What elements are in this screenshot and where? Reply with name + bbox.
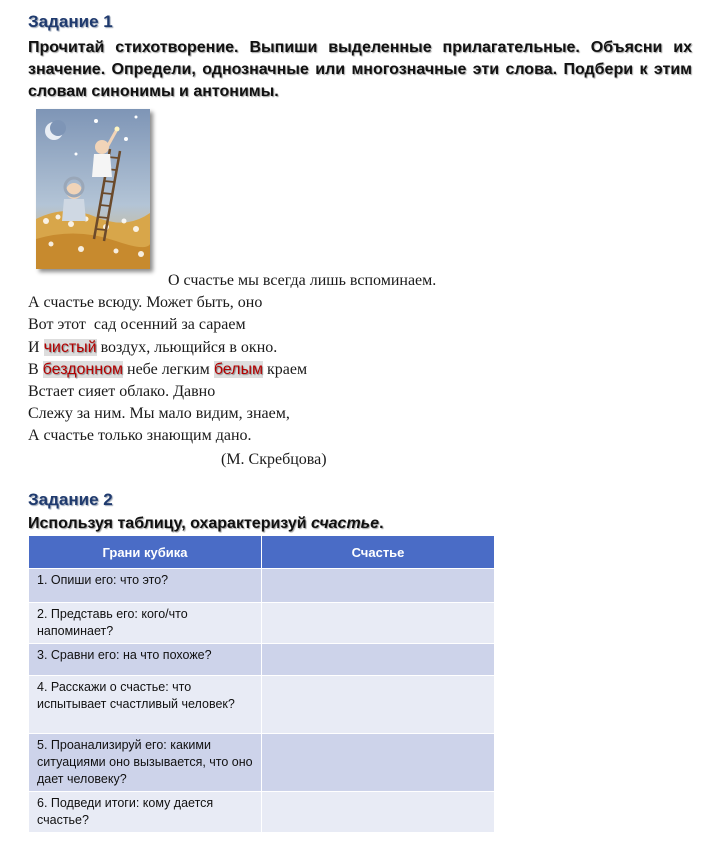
- table-row: [29, 603, 495, 644]
- table-cell-question: 6. Подведи итоги: кому дается счастье?: [29, 792, 262, 833]
- table-cell-answer: [262, 569, 495, 603]
- highlighted-adjective: чистый: [43, 339, 97, 356]
- table-cell-question: 2. Представь его: кого/что напоминает?: [29, 603, 262, 644]
- table-cell-question: 5. Проанализируй его: какими ситуациями оно вызывается, что оно дает человеку?: [29, 734, 262, 792]
- table-cell-answer: [262, 644, 495, 676]
- instruction-text: Используя таблицу, охарактеризуй: [28, 515, 312, 532]
- instruction-emphasis: счастье: [311, 515, 380, 532]
- table-row: [29, 734, 495, 792]
- poem-text: небе легким: [123, 361, 214, 378]
- table-header: Счастье: [262, 536, 495, 569]
- table-header: Грани кубика: [29, 536, 262, 569]
- table-cell-question: 4. Расскажи о счастье: что испытывает счастливый человек?: [29, 676, 262, 734]
- table-cell-answer: [262, 734, 495, 792]
- poem-text: воздух, льющийся в окно.: [96, 339, 278, 356]
- task1-title: Задание 1: [28, 12, 113, 31]
- highlighted-adjective: белым: [213, 361, 263, 378]
- poem-line: Встает сияет облако. Давно: [28, 383, 216, 400]
- characterization-table: [28, 535, 495, 833]
- poem-text: И: [28, 339, 44, 356]
- task2-title: Задание 2: [28, 490, 113, 509]
- table-row: [29, 792, 495, 833]
- poem-author: (М. Скребцова): [221, 451, 327, 468]
- instruction-text: .: [379, 515, 384, 532]
- poem-line: Слежу за ним. Мы мало видим, знаем,: [28, 405, 290, 422]
- poem-line: [28, 337, 277, 359]
- poem-line: А счастье всюду. Может быть, оно: [28, 294, 263, 311]
- table-cell-answer: [262, 676, 495, 734]
- poem-line: [28, 359, 307, 381]
- task2-instruction: [28, 513, 692, 535]
- table-cell-answer: [262, 792, 495, 833]
- table-row: [29, 569, 495, 603]
- table-cell-question: 1. Опиши его: что это?: [29, 569, 262, 603]
- table-row: [29, 644, 495, 676]
- table-row: [29, 676, 495, 734]
- task1-instruction: Прочитай стихотворение. Выпиши выделенные прилагательные. Объясни их значение. Определи, однозначные или многозначные эти слова. Подбери к этим словам синонимы и антонимы.: [28, 39, 692, 100]
- poem-line: А счастье только знающим дано.: [28, 427, 252, 444]
- poem-illustration-picture: [36, 109, 150, 269]
- table-cell-question: 3. Сравни его: на что похоже?: [29, 644, 262, 676]
- table-cell-answer: [262, 603, 495, 644]
- poem-text: краем: [263, 361, 308, 378]
- poem-line: Вот этот сад осенний за сараем: [28, 316, 246, 333]
- highlighted-adjective: бездонном: [42, 361, 123, 378]
- poem-line: О счастье мы всегда лишь вспоминаем.: [168, 272, 437, 289]
- poem-text: В: [28, 361, 43, 378]
